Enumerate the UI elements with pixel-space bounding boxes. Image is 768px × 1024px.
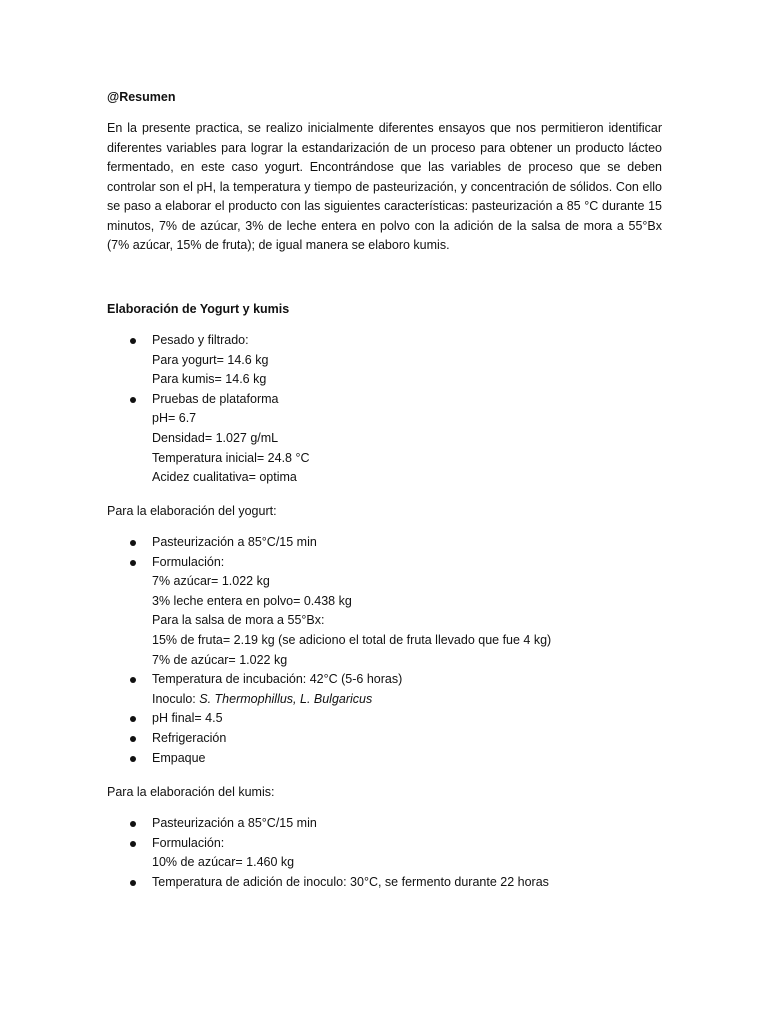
item-detail: 7% azúcar= 1.022 kg [152,574,270,589]
list-item [107,814,662,834]
bullet-icon [130,397,136,403]
item-detail: Para yogurt= 14.6 kg [152,352,269,367]
item-detail: Para la salsa de mora a 55°Bx: [152,613,325,628]
list-item [107,331,662,390]
item-detail: 15% de fruta= 2.19 kg (se adiciono el total de fruta llevado que fue 4 kg) [152,632,552,647]
kumis-list [107,814,662,892]
bullet-icon [130,677,136,683]
item-label: Formulación: [152,554,225,569]
item-detail: pH= 6.7 [152,411,197,426]
list-item [107,834,662,873]
resumen-paragraph: En la presente practica, se realizo inicialmente diferentes ensayos que nos permitieron identificar diferentes variables para lograr la estandarización de un proceso para obtener un producto lácteo fermentado, en este caso yogurt. Encontrándose que las variables de proceso que se deben controlar son el pH, la temperatura y tiempo de pasteurización, y concentración de sólidos. Con ello se paso a elaborar el producto con las siguientes características: pasteurización a 85 °C durante 15 minutos, 7% de azúcar, 3% de leche entera en polvo con la adición de la salsa de mora a 55°Bx (7% azúcar, 15% de fruta); de igual manera se elaboro kumis. [107,121,662,252]
item-detail: 10% de azúcar= 1.460 kg [152,855,295,870]
list-item [107,873,662,893]
yogurt-list [107,533,662,768]
elaboracion-heading: Elaboración de Yogurt y kumis [107,302,290,316]
item-detail: Para kumis= 14.6 kg [152,372,267,387]
item-detail: Acidez cualitativa= optima [152,470,297,485]
item-detail: 7% de azúcar= 1.022 kg [152,652,288,667]
bullet-icon [130,880,136,886]
item-label: Temperatura de incubación: 42°C (5-6 horas) [152,672,403,687]
item-label: Pruebas de plataforma [152,391,279,406]
bullet-icon [130,560,136,566]
kumis-heading: Para la elaboración del kumis: [107,785,275,799]
item-label: Refrigeración [152,730,227,745]
list-item [107,390,662,488]
item-label: pH final= 4.5 [152,711,223,726]
elaboracion-list [107,331,662,488]
item-label: Formulación: [152,835,225,850]
list-item [107,553,662,671]
bullet-icon [130,540,136,546]
list-item [107,729,662,749]
list-item [107,533,662,553]
bullet-icon [130,841,136,847]
item-detail: Densidad= 1.027 g/mL [152,430,279,445]
item-detail: Temperatura inicial= 24.8 °C [152,450,310,465]
list-item [107,749,662,769]
inoculo-line [152,690,662,710]
resumen-heading: @Resumen [107,90,176,104]
item-label: Pesado y filtrado: [152,333,249,347]
bullet-icon [130,716,136,722]
list-item [107,670,662,709]
bullet-icon [130,756,136,762]
inoculo-label: Inoculo: [152,691,200,706]
bullet-icon [130,736,136,742]
bullet-icon [130,338,136,344]
list-item [107,709,662,729]
item-label: Pasteurización a 85°C/15 min [152,816,317,830]
inoculo-value: S. Thermophillus, L. Bulgaricus [199,691,373,706]
item-detail: 3% leche entera en polvo= 0.438 kg [152,593,352,608]
item-label: Temperatura de adición de inoculo: 30°C, se fermento durante 22 horas [152,874,549,889]
item-label: Pasteurización a 85°C/15 min [152,535,317,549]
bullet-icon [130,821,136,827]
item-label: Empaque [152,750,206,765]
yogurt-heading: Para la elaboración del yogurt: [107,504,277,518]
